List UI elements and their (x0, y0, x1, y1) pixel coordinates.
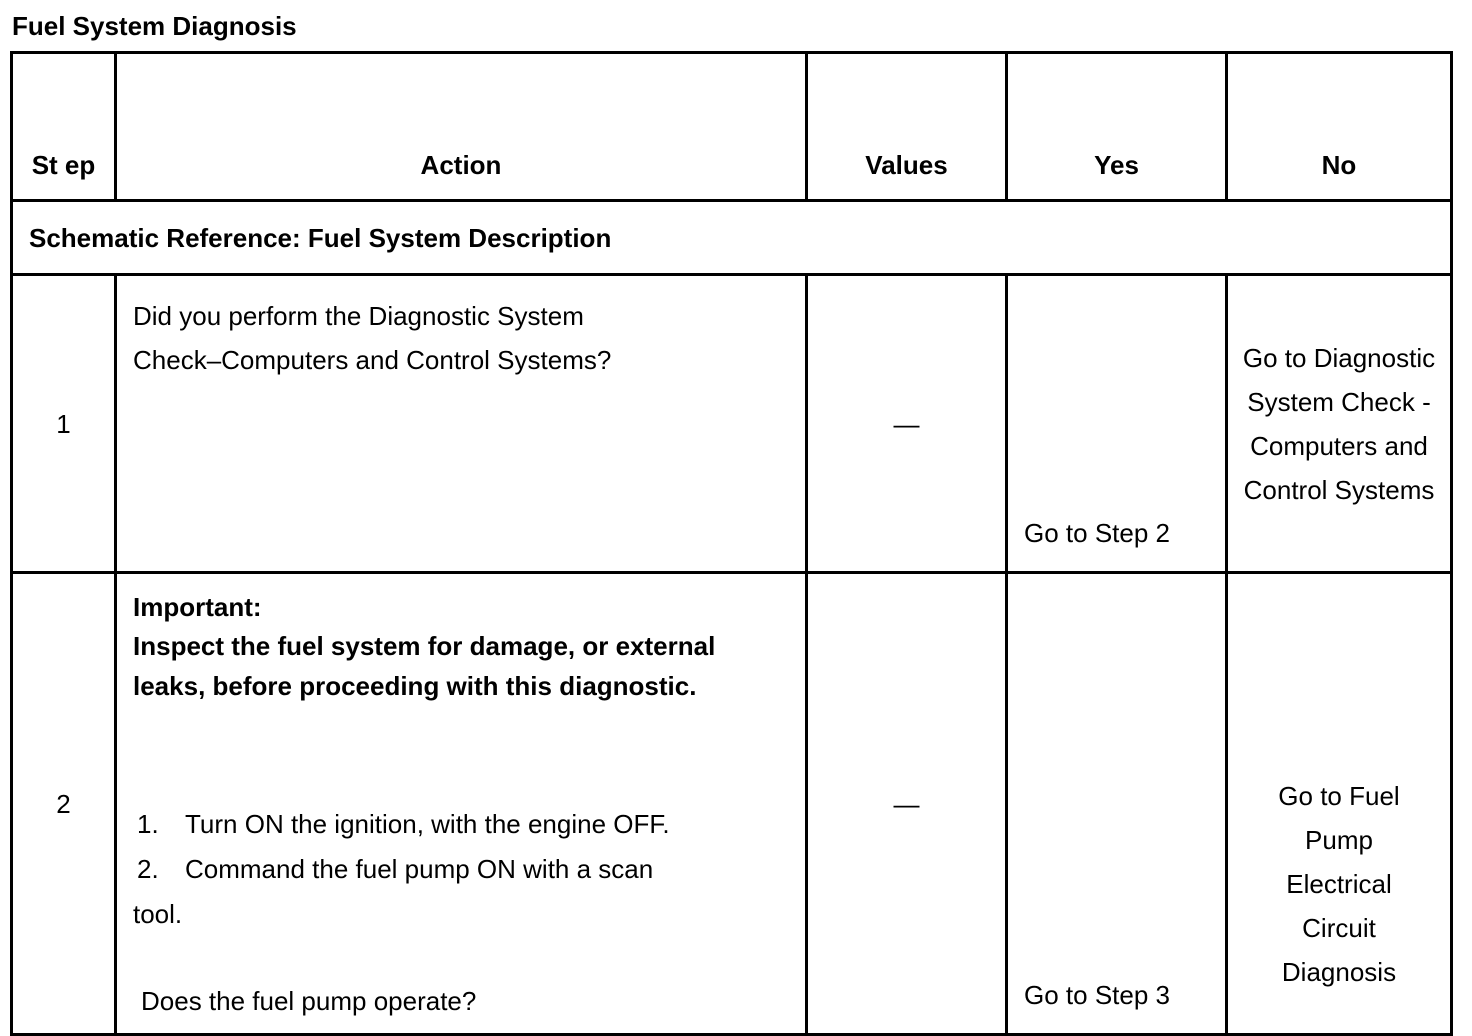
header-yes: Yes (1007, 53, 1227, 201)
header-values: Values (807, 53, 1007, 201)
instruction-text: Turn ON the ignition, with the engine OFF. (185, 809, 670, 839)
no-link-text: Go to Fuel Pump Electrical Circuit Diagnosis (1278, 780, 1400, 987)
step-number: 2 (12, 573, 116, 1035)
header-step-label: St ep (31, 150, 96, 180)
action-question: Does the fuel pump operate? (141, 986, 477, 1016)
header-action: Action (116, 53, 807, 201)
instruction-text: Command the fuel pump ON with a scan tool. (133, 854, 654, 929)
diagnosis-table-container (10, 51, 1450, 1027)
schematic-reference: Schematic Reference: Fuel System Description (12, 201, 1452, 275)
important-label: Important: (133, 592, 262, 622)
table-row (12, 573, 1452, 1035)
header-row (12, 53, 1452, 201)
table-row (12, 275, 1452, 573)
instruction-item (133, 802, 789, 847)
instruction-item (133, 847, 693, 937)
action-text (116, 573, 807, 1035)
schematic-reference-row (12, 201, 1452, 275)
header-step (12, 53, 116, 201)
no-link-text: Go to Diagnostic System Check - Computers and Control Systems (1242, 342, 1436, 505)
no-link[interactable] (1227, 275, 1452, 573)
values-cell: — (807, 573, 1007, 1035)
important-text: Inspect the fuel system for damage, or external leaks, before proceeding with this diagnostic. (133, 631, 716, 701)
header-no: No (1227, 53, 1452, 201)
values-cell: — (807, 275, 1007, 573)
no-link[interactable] (1227, 573, 1452, 1035)
action-question: Did you perform the Diagnostic System Check–Computers and Control Systems? (133, 301, 612, 375)
yes-link[interactable]: Go to Step 3 (1007, 573, 1227, 1035)
diagnosis-table (10, 51, 1453, 1036)
instruction-number: 1. (137, 809, 159, 839)
instruction-list (133, 802, 789, 937)
action-text (116, 275, 807, 573)
instruction-number: 2. (137, 854, 159, 884)
page-title: Fuel System Diagnosis (12, 11, 297, 41)
yes-link[interactable]: Go to Step 2 (1007, 275, 1227, 573)
step-number: 1 (12, 275, 116, 573)
